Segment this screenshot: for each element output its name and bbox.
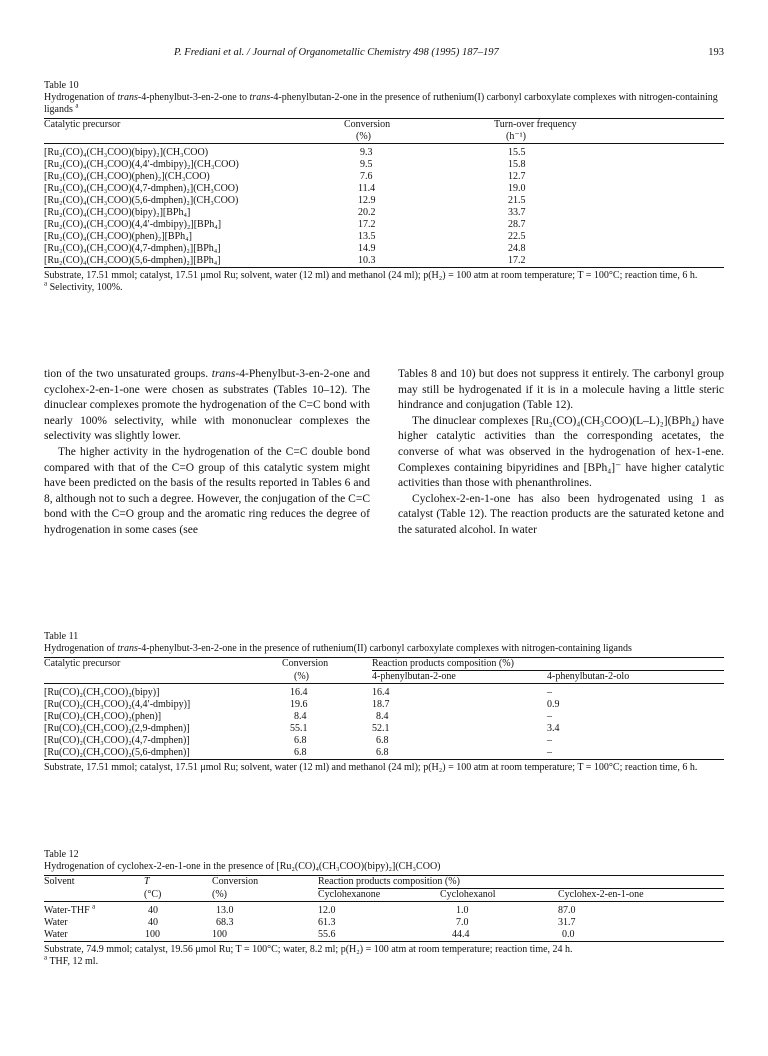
col-header-conversion: Conversion: [282, 658, 329, 669]
table-row: Water-THF $^a$ 40 13.0 12.0 1.0 87.0: [44, 902, 576, 916]
table-row: [Ru₂(CO)₄(CH₃COO)(5,6-dmphen)₂][BPh₄] 10.3 17.2: [44, 255, 724, 268]
col-header-temperature-unit: (°C): [144, 888, 162, 900]
body-text-right-column: [398, 367, 724, 539]
table-row: [Ru(CO)₂(CH₃COO)₂(2,9-dmphen)] 55.1 52.1 3.4: [44, 722, 560, 734]
paragraph: Tables 8 and 10) but does not suppress it entirely. The carbonyl group may still be hydrogenated if it is in a molecule having a little steric hindrance and conjugation (Table 12).: [398, 368, 724, 412]
table-12-grid: [44, 875, 724, 942]
col-header-product-1: 4-phenylbutan-2-one: [372, 671, 456, 682]
table-10-grid: [44, 118, 724, 268]
table-row: [Ru₂(CO)₄(CH₃COO)(5,6-dmphen)₂](CH₃COO) 12.9 21.5: [44, 194, 526, 206]
table-11: [44, 631, 724, 774]
table-11-footnote: Substrate, 17.51 mmol; catalyst, 17.51 μmol Ru; solvent, water (12 ml) and methanol (24 ml); p(H₂) = 100 atm at room temperature; T = 100°C; reaction time, 6 h.: [44, 761, 698, 773]
table-10-label: Table 10: [44, 80, 79, 91]
col-header-product-3: Cyclohex-2-en-1-one: [558, 889, 644, 900]
table-11-caption: Hydrogenation of trans-4-phenylbut-3-en-2-one in the presence of ruthenium(II) carbonyl carboxylate complexes with nitrogen-containing ligands: [44, 643, 632, 654]
col-header-precursor: Catalytic precursor: [44, 658, 121, 669]
col-header-tof-unit: (h⁻¹): [506, 131, 526, 142]
col-header-product-2: Cyclohexanol: [440, 889, 496, 900]
col-header-precursor: Catalytic precursor: [44, 119, 121, 130]
col-header-product-1: Cyclohexanone: [318, 889, 381, 900]
table-row: [Ru(CO)₂(CH₃COO)₂(4,4′-dmbipy)] 19.6 18.7 0.9: [44, 698, 560, 710]
table-row: Water 100 100 55.6 44.4 0.0: [44, 929, 724, 942]
table-12: [44, 849, 724, 968]
table-10-footnote-a: $^a$ Selectivity, 100%.: [44, 279, 123, 293]
paragraph: Cyclohex-2-en-1-one has also been hydrogenated using 1 as catalyst (Table 12). The reaction products are the saturated ketone and the saturated alcohol. In water: [398, 492, 724, 536]
table-11-grid: [44, 657, 724, 760]
paragraph: The dinuclear complexes [Ru₂(CO)₄(CH₃COO)(L–L)₂](BPh₄) have higher catalytic activities than the corresponding acetates, the converse of what was observed in the hydrogenation of hex-1-ene. Complexes containing bipyridines and [BPh₄]⁻ have higher catalytic activities than those with phenanthrolines.: [398, 414, 724, 490]
table-12-footnote-a: $^a$ THF, 12 ml.: [44, 953, 99, 967]
table-10-caption: Hydrogenation of trans-4-phenylbut-3-en-2-one to trans-4-phenylbutan-2-one in the presence of ruthenium(I) carbonyl carboxylate complexes with nitrogen-containing ligands $^a$: [44, 92, 718, 115]
body-text-left-column: [44, 367, 370, 539]
table-12-caption: Hydrogenation of cyclohex-2-en-1-one in the presence of [Ru₂(CO)₄(CH₃COO)(bipy)₂](CH₃COO): [44, 861, 441, 872]
col-header-products-group: Reaction products composition (%): [318, 876, 724, 889]
running-title: P. Frediani et al. / Journal of Organometallic Chemistry 498 (1995) 187–197: [174, 47, 499, 58]
table-10: [44, 80, 724, 294]
col-header-temperature: T: [144, 876, 150, 887]
table-row: [Ru₂(CO)₄(CH₃COO)(phen)₂](CH₃COO) 7.6 12.7: [44, 170, 526, 182]
table-row: [Ru(CO)₂(CH₃COO)₂(5,6-dmphen)] 6.8 6.8 –: [44, 747, 724, 760]
table-row: [Ru₂(CO)₄(CH₃COO)(4,4′-dmbipy)₂](CH₃COO) 9.5 15.8: [44, 158, 526, 170]
col-header-conversion-unit: (%): [212, 888, 227, 900]
col-header-conversion: Conversion: [344, 119, 391, 130]
col-header-products-group: Reaction products composition (%): [372, 658, 724, 671]
table-row: [Ru₂(CO)₄(CH₃COO)(bipy)₂][BPh₄] 20.2 33.7: [44, 206, 526, 218]
table-row: [Ru₂(CO)₄(CH₃COO)(4,7-dmphen)₂][BPh₄] 14.9 24.8: [44, 242, 526, 254]
page-number: 193: [708, 47, 724, 58]
col-header-conversion-unit: (%): [356, 131, 371, 142]
table-row: [Ru₂(CO)₄(CH₃COO)(4,4′-dmbipy)₂][BPh₄] 17.2 28.7: [44, 218, 526, 230]
table-row: [Ru₂(CO)₄(CH₃COO)(4,7-dmphen)₂](CH₃COO) 11.4 19.0: [44, 182, 526, 194]
table-row: [Ru(CO)₂(CH₃COO)₂(phen)] 8.4 8.4 –: [44, 710, 552, 722]
col-header-tof: Turn-over frequency: [494, 119, 577, 130]
col-header-conversion-unit: (%): [294, 670, 309, 682]
col-header-solvent: Solvent: [44, 876, 75, 887]
paragraph: The higher activity in the hydrogenation of the C=C double bond compared with that of the C=O group of this catalytic system might have been predicted on the basis of the results reported in Tables 6 and 8, although not to such a degree. However, the conjugation of the C=C bond with the C=O group and the aromatic ring reduces the degree of hydrogenation in some cases (see: [44, 445, 370, 536]
col-header-product-2: 4-phenylbutan-2-olo: [547, 671, 630, 682]
footnote-marker: a: [75, 101, 79, 110]
col-header-conversion: Conversion: [212, 876, 259, 887]
table-row: [Ru(CO)₂(CH₃COO)₂(bipy)] 16.4 16.4 –: [44, 686, 552, 698]
table-row: Water 40 68.3 61.3 7.0 31.7: [44, 916, 576, 928]
table-row: [Ru₂(CO)₄(CH₃COO)(phen)₂][BPh₄] 13.5 22.5: [44, 230, 526, 242]
table-12-footnote: Substrate, 74.9 mmol; catalyst, 19.56 μmol Ru; T = 100°C; water, 8.2 ml; p(H₂) = 100 atm at room temperature; reaction time, 24 h.: [44, 943, 573, 955]
paragraph: tion of the two unsaturated groups. trans-4-Phenylbut-3-en-2-one and cyclohex-2-en-1-one were chosen as substrates (Tables 10–12). The dinuclear complexes promote the hydrogenation of the C=C bond with nearly 100% selectivity, while with mononuclear complexes the selectivity was slightly lower.: [44, 368, 370, 443]
table-12-label: Table 12: [44, 849, 79, 860]
table-11-label: Table 11: [44, 631, 79, 642]
table-10-footnote: Substrate, 17.51 mmol; catalyst, 17.51 μmol Ru; solvent, water (12 ml) and methanol (24 ml); p(H₂) = 100 atm at room temperature; T = 100°C; reaction time, 6 h.: [44, 269, 698, 281]
table-row: [Ru(CO)₂(CH₃COO)₂(4,7-dmphen)] 6.8 6.8 –: [44, 734, 552, 746]
table-row: [Ru₂(CO)₄(CH₃COO)(bipy)₂](CH₃COO) 9.3 15.5: [44, 146, 526, 158]
